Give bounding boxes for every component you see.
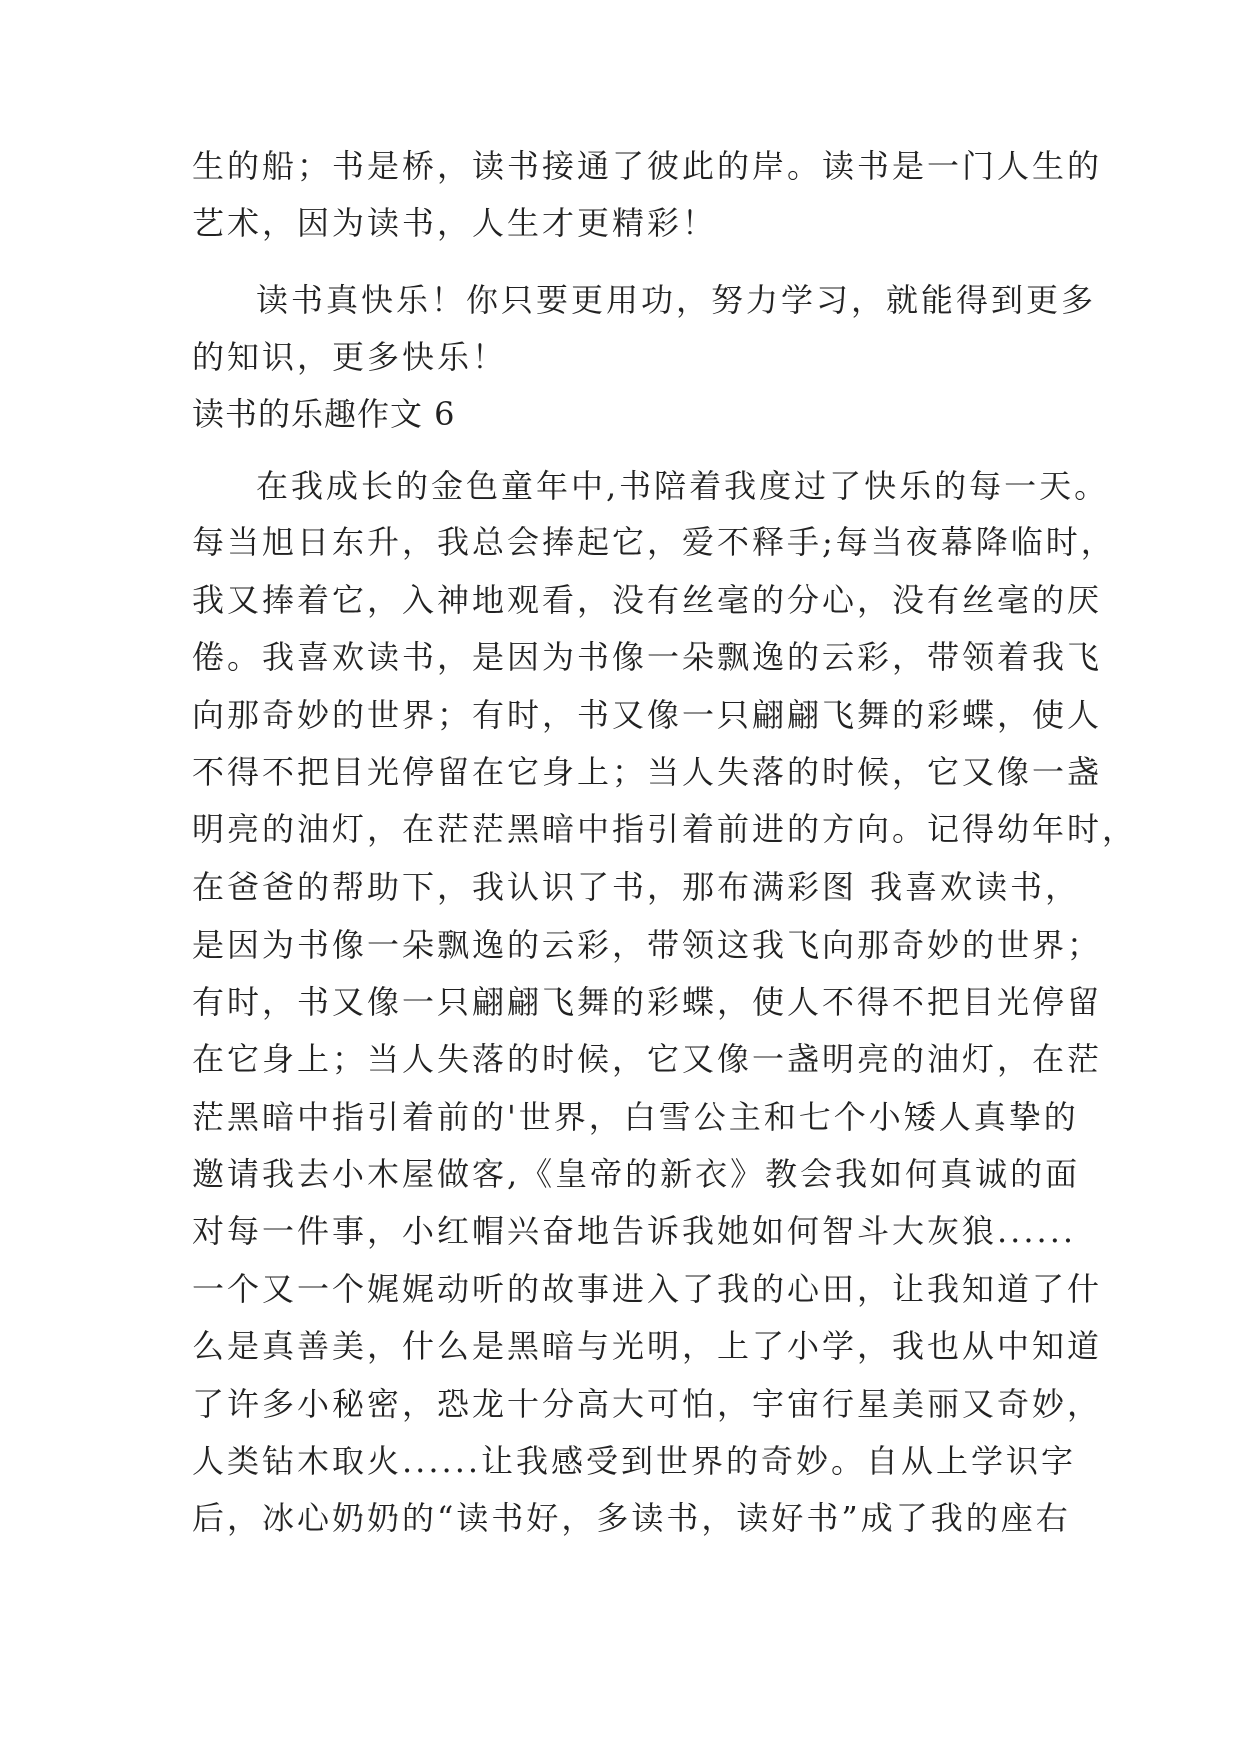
section-heading: 读书的乐趣作文 6: [192, 395, 456, 433]
text-line: 向那奇妙的世界；有时，书又像一只翩翩飞舞的彩蝶，使人: [192, 696, 1103, 734]
text-line: 不得不把目光停留在它身上；当人失落的时候，它又像一盏: [192, 753, 1103, 791]
text-line: 生的船；书是桥，读书接通了彼此的岸。读书是一门人生的: [192, 147, 1103, 185]
text-line: 邀请我去小木屋做客,《皇帝的新衣》教会我如何真诚的面: [192, 1155, 1081, 1193]
text-line: 艺术，因为读书，人生才更精彩！: [192, 204, 718, 242]
text-line: 么是真善美，什么是黑暗与光明，上了小学，我也从中知道: [192, 1327, 1103, 1365]
text-line: 后，冰心奶奶的“读书好，多读书，读好书”成了我的座右: [192, 1499, 1071, 1537]
text-line: 明亮的油灯，在茫茫黑暗中指引着前进的方向。记得幼年时，: [192, 810, 1138, 848]
text-line: 每当旭日东升，我总会捧起它，爱不释手;每当夜幕降临时，: [192, 523, 1116, 561]
text-line: 是因为书像一朵飘逸的云彩，带领这我飞向那奇妙的世界；: [192, 926, 1103, 964]
text-line: 在爸爸的帮助下，我认识了书，那布满彩图 我喜欢读书，: [192, 868, 1081, 906]
text-line: 对每一件事，小红帽兴奋地告诉我她如何智斗大灰狼......: [192, 1212, 1077, 1250]
text-line: 有时，书又像一只翩翩飞舞的彩蝶，使人不得不把目光停留: [192, 983, 1103, 1021]
text-line: 倦。我喜欢读书，是因为书像一朵飘逸的云彩，带领着我飞: [192, 638, 1103, 676]
text-line: 了许多小秘密，恐龙十分高大可怕，宇宙行星美丽又奇妙，: [192, 1385, 1103, 1423]
text-line: 我又捧着它，入神地观看，没有丝毫的分心，没有丝毫的厌: [192, 581, 1103, 619]
text-line: 的知识，更多快乐！: [192, 338, 508, 376]
text-line: 读书真快乐！你只要更用功，努力学习，就能得到更多: [256, 281, 1097, 319]
text-line: 人类钻木取火......让我感受到世界的奇妙。自从上学识字: [192, 1442, 1077, 1480]
text-line: 在我成长的金色童年中,书陪着我度过了快乐的每一天。: [256, 467, 1110, 505]
text-line: 茫黑暗中指引着前的'世界，白雪公主和七个小矮人真挚的: [192, 1098, 1079, 1136]
text-line: 一个又一个娓娓动听的故事进入了我的心田，让我知道了什: [192, 1270, 1103, 1308]
text-line: 在它身上；当人失落的时候，它又像一盏明亮的油灯，在茫: [192, 1040, 1103, 1078]
